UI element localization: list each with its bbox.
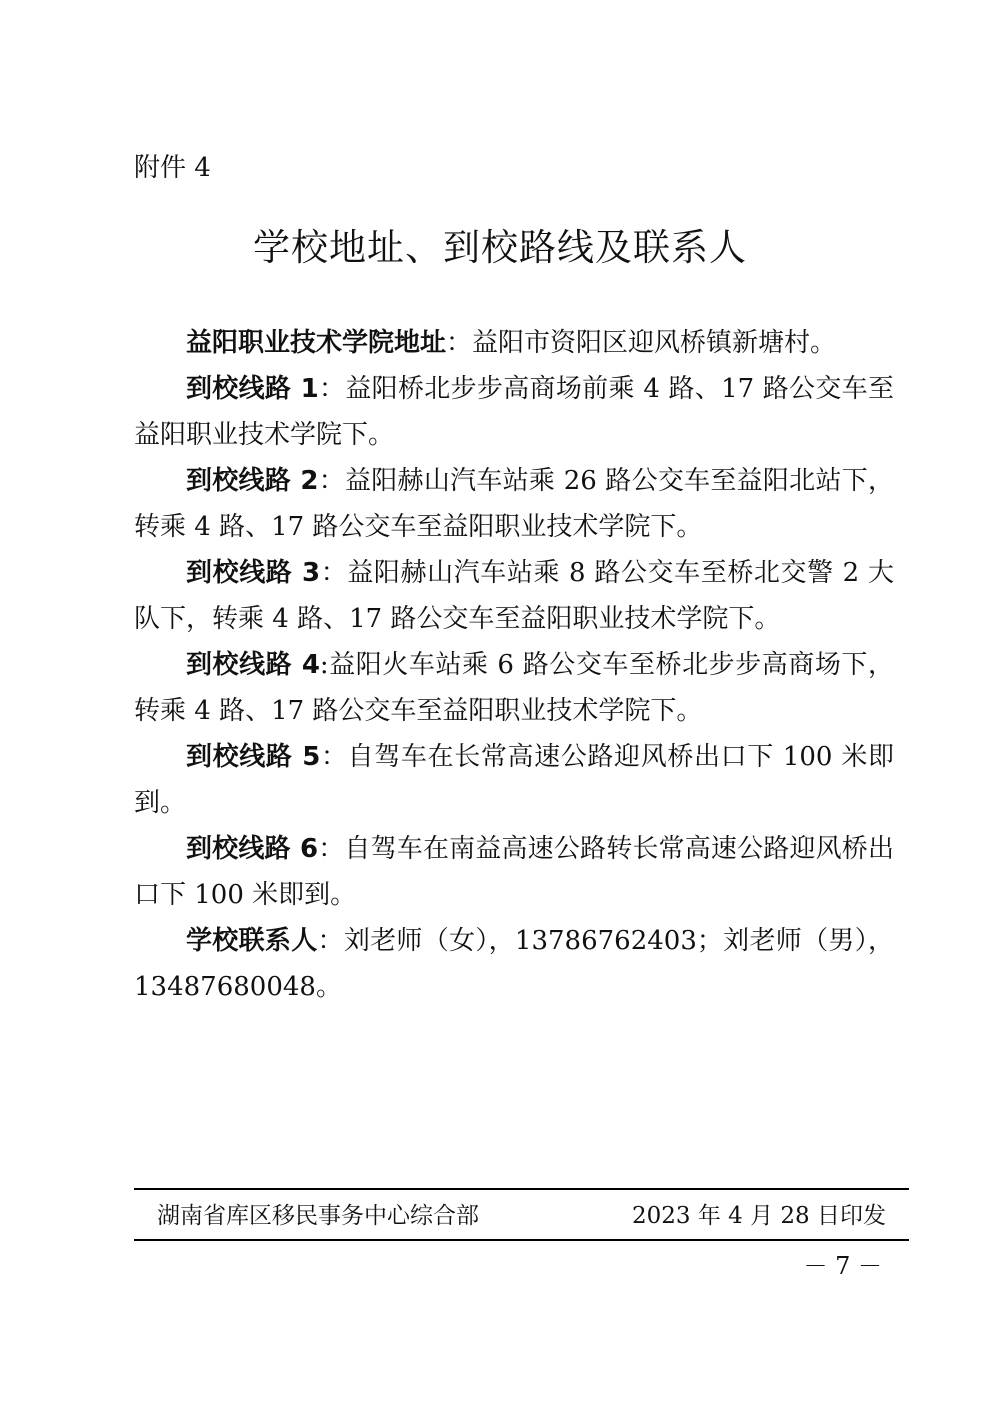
route-1-label: 到校线路 1 <box>186 374 319 404</box>
route-3-text: ：益阳赫山汽车站乘 8 路公交车至桥北交警 2 大队下，转乘 4 路、17 路公交车至益阳职业技术学院下。 <box>134 558 894 634</box>
route-5-text: ：自驾车在长常高速公路迎风桥出口下 100 米即到。 <box>134 742 894 818</box>
address-text: ：益阳市资阳区迎风桥镇新塘村。 <box>446 328 837 358</box>
footer-top-rule <box>134 1188 909 1190</box>
address-paragraph <box>134 320 894 366</box>
route-2-label: 到校线路 2 <box>186 466 319 496</box>
route-2-text: ：益阳赫山汽车站乘 26 路公交车至益阳北站下，转乘 4 路、17 路公交车至益阳职业技术学院下。 <box>134 466 894 542</box>
footer-bottom-rule <box>134 1239 909 1241</box>
issue-date: 2023 年 4 月 28 日印发 <box>632 1203 886 1229</box>
issuer-name: 湖南省库区移民事务中心综合部 <box>157 1203 479 1229</box>
route-3-paragraph <box>134 550 894 642</box>
route-6-label: 到校线路 6 <box>186 834 319 864</box>
route-4-paragraph <box>134 642 894 734</box>
page-number: － 7 － <box>803 1252 882 1280</box>
contact-label: 学校联系人 <box>186 926 318 956</box>
route-4-text: :益阳火车站乘 6 路公交车至桥北步步高商场下，转乘 4 路、17 路公交车至益阳职业技术学院下。 <box>134 650 894 726</box>
route-5-paragraph <box>134 734 894 826</box>
route-1-text: ：益阳桥北步步高商场前乘 4 路、17 路公交车至益阳职业技术学院下。 <box>134 374 894 450</box>
route-6-text: ：自驾车在南益高速公路转长常高速公路迎风桥出口下 100 米即到。 <box>134 834 894 910</box>
route-3-label: 到校线路 3 <box>186 558 321 588</box>
contact-text: ：刘老师（女），13786762403；刘老师（男），13487680048。 <box>134 926 894 1002</box>
route-6-paragraph <box>134 826 894 918</box>
page-title: 学校地址、到校路线及联系人 <box>253 226 747 269</box>
route-2-paragraph <box>134 458 894 550</box>
address-label: 益阳职业技术学院地址 <box>186 328 447 358</box>
route-1-paragraph <box>134 366 894 458</box>
document-body <box>134 320 894 1010</box>
route-5-label: 到校线路 5 <box>186 742 321 772</box>
attachment-label: 附件 4 <box>134 153 211 183</box>
contact-paragraph <box>134 918 894 1010</box>
route-4-label: 到校线路 4 <box>186 650 320 680</box>
